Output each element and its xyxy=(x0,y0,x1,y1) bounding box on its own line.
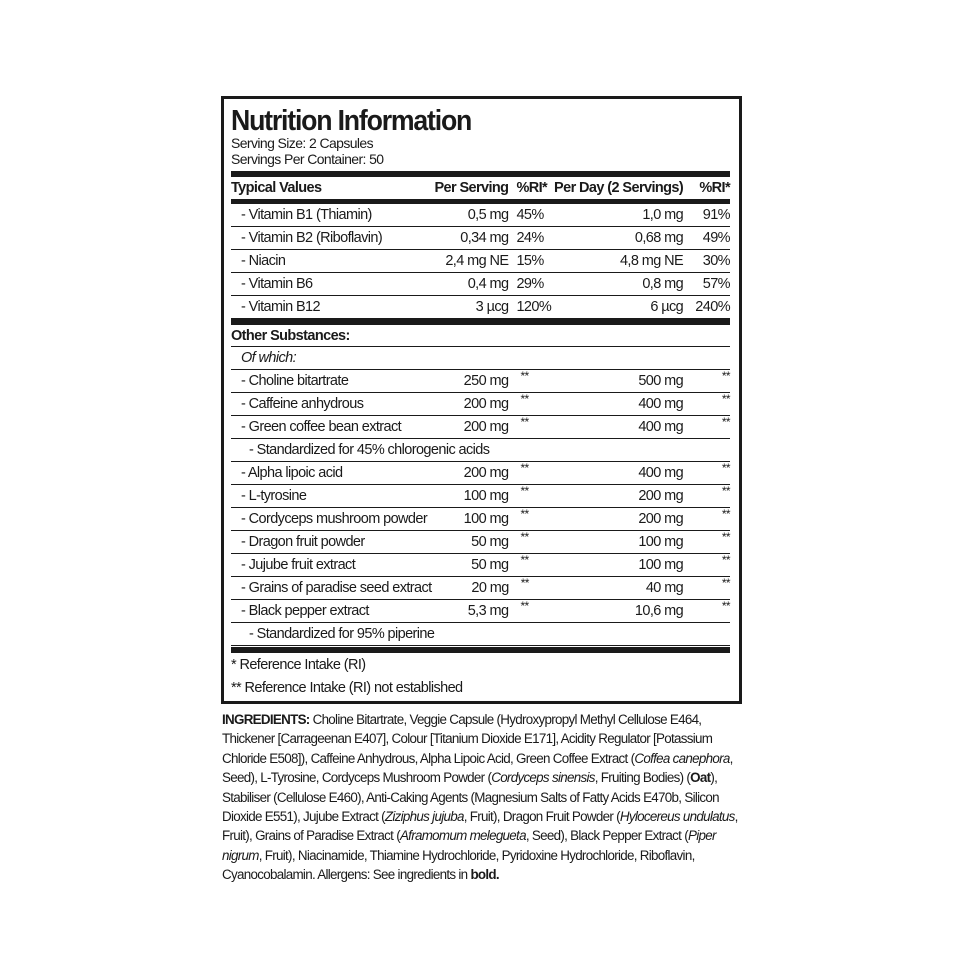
header-per-day: Per Day (2 Servings) xyxy=(554,180,684,196)
cell-name: - Choline bitartrate xyxy=(241,373,349,389)
other-substances-heading: Other Substances: xyxy=(231,325,730,347)
cell-name: - Cordyceps mushroom powder xyxy=(241,511,428,527)
table-row xyxy=(231,393,730,416)
ingredients-text xyxy=(222,710,752,885)
cell-ri2: 240% xyxy=(695,299,730,315)
table-row xyxy=(231,416,730,439)
cell-per-serving: 3 µcg xyxy=(475,299,509,315)
cell-ri: 29% xyxy=(516,276,544,292)
cell-ri: ** xyxy=(520,484,529,498)
ingredients-segment: bold. xyxy=(470,867,499,883)
cell-per-day: 0,8 mg xyxy=(642,276,684,292)
cell-name: - Standardized for 45% chlorogenic acids xyxy=(249,442,490,458)
cell-per-serving: 0,5 mg xyxy=(467,207,509,223)
ingredients-segment: Oat xyxy=(690,770,711,786)
cell-name: - Vitamin B12 xyxy=(241,299,320,315)
cell-per-day: 0,68 mg xyxy=(634,230,684,246)
cell-name: - Caffeine anhydrous xyxy=(241,396,364,412)
cell-name: - Grains of paradise seed extract xyxy=(241,580,432,596)
table-row xyxy=(231,554,730,577)
footnote: ** Reference Intake (RI) not established xyxy=(231,680,463,696)
cell-ri: 15% xyxy=(516,253,544,269)
cell-per-day: 100 mg xyxy=(638,534,684,550)
ingredients-segment: Hylocereus undulatus xyxy=(619,809,735,825)
cell-ri2: ** xyxy=(721,369,730,383)
ingredients-segment: , Fruiting Bodies) ( xyxy=(594,770,691,786)
cell-ri: ** xyxy=(520,415,529,429)
ingredients-segment: Coffea canephora xyxy=(634,750,730,766)
cell-per-serving: 250 mg xyxy=(463,373,509,389)
cell-ri2: ** xyxy=(721,599,730,613)
ingredients-segment: , Fruit), Dragon Fruit Powder ( xyxy=(463,809,620,825)
footnote: * Reference Intake (RI) xyxy=(231,657,366,673)
ingredients-segment: Aframomum melegueta xyxy=(399,828,526,844)
cell-per-serving: 200 mg xyxy=(463,396,509,412)
cell-per-serving: 2,4 mg NE xyxy=(445,253,509,269)
cell-per-serving: 20 mg xyxy=(471,580,509,596)
table-row xyxy=(231,485,730,508)
cell-name: - Dragon fruit powder xyxy=(241,534,365,550)
cell-per-day: 10,6 mg xyxy=(634,603,684,619)
vitamins-table xyxy=(231,204,730,319)
cell-ri2: ** xyxy=(721,530,730,544)
cell-name: - Jujube fruit extract xyxy=(241,557,356,573)
ingredients-segment: , Fruit), Niacinamide, Thiamine Hydrochloride, Pyridoxine Hydrochloride, Riboflavin, Cyanocobalamin. Allergens: See ingredients in xyxy=(222,847,695,883)
cell-name: - Alpha lipoic acid xyxy=(241,465,343,481)
table-row xyxy=(231,296,730,319)
header-ri-day: %RI* xyxy=(699,180,730,196)
table-header xyxy=(231,177,730,199)
table-row xyxy=(231,462,730,485)
cell-per-serving: 0,34 mg xyxy=(460,230,509,246)
cell-ri2: ** xyxy=(721,484,730,498)
other-substances-table xyxy=(231,370,730,646)
cell-name: - L-tyrosine xyxy=(241,488,307,504)
cell-per-serving: 100 mg xyxy=(463,488,509,504)
ingredients-segment: INGREDIENTS: xyxy=(222,712,313,727)
serving-size: Serving Size: 2 Capsules xyxy=(231,135,374,151)
cell-ri2: 49% xyxy=(702,230,730,246)
cell-per-day: 400 mg xyxy=(638,419,684,435)
cell-per-serving: 5,3 mg xyxy=(467,603,509,619)
cell-ri: 120% xyxy=(516,299,552,315)
table-row xyxy=(231,370,730,393)
cell-ri2: ** xyxy=(721,392,730,406)
cell-name: - Standardized for 95% piperine xyxy=(249,626,435,642)
ingredients-segment: Cordyceps sinensis xyxy=(491,770,595,786)
table-row xyxy=(231,508,730,531)
cell-per-serving: 50 mg xyxy=(471,557,509,573)
table-row xyxy=(231,273,730,296)
cell-ri2: 30% xyxy=(702,253,730,269)
cell-ri: ** xyxy=(520,392,529,406)
table-row xyxy=(231,439,730,462)
header-per-serving: Per Serving xyxy=(434,180,509,196)
cell-per-serving: 100 mg xyxy=(463,511,509,527)
cell-per-day: 6 µcg xyxy=(650,299,684,315)
of-which-label: Of which: xyxy=(241,350,297,366)
cell-per-day: 400 mg xyxy=(638,396,684,412)
of-which-row xyxy=(231,347,730,370)
cell-ri2: ** xyxy=(721,507,730,521)
cell-ri: ** xyxy=(520,507,529,521)
cell-per-day: 1,0 mg xyxy=(642,207,684,223)
cell-name: - Green coffee bean extract xyxy=(241,419,402,435)
cell-ri2: 57% xyxy=(702,276,730,292)
cell-ri2: ** xyxy=(721,461,730,475)
cell-ri2: ** xyxy=(721,576,730,590)
cell-name: - Vitamin B1 (Thiamin) xyxy=(241,207,372,223)
cell-ri: ** xyxy=(520,576,529,590)
cell-ri: ** xyxy=(520,553,529,567)
cell-per-serving: 200 mg xyxy=(463,419,509,435)
cell-ri: ** xyxy=(520,530,529,544)
cell-per-day: 200 mg xyxy=(638,488,684,504)
header-name: Typical Values xyxy=(231,180,322,196)
cell-name: - Vitamin B6 xyxy=(241,276,313,292)
ingredients-segment: Piper nigrum xyxy=(222,828,716,863)
cell-per-day: 40 mg xyxy=(645,580,684,596)
cell-per-serving: 0,4 mg xyxy=(467,276,509,292)
table-row xyxy=(231,577,730,600)
table-row xyxy=(231,227,730,250)
ingredients-segment: , Seed), L-Tyrosine, Cordyceps Mushroom Powder ( xyxy=(222,750,733,786)
cell-per-serving: 50 mg xyxy=(471,534,509,550)
cell-ri: 24% xyxy=(516,230,544,246)
ingredients-segment: Ziziphus jujuba xyxy=(384,809,464,825)
panel-title: Nutrition Information xyxy=(231,105,472,137)
table-row xyxy=(231,531,730,554)
cell-ri: 45% xyxy=(516,207,544,223)
cell-ri2: ** xyxy=(721,415,730,429)
cell-ri: ** xyxy=(520,369,529,383)
servings-per-container: Servings Per Container: 50 xyxy=(231,151,384,167)
cell-ri: ** xyxy=(520,461,529,475)
nutrition-panel xyxy=(221,96,742,704)
cell-ri2: ** xyxy=(721,553,730,567)
cell-per-day: 500 mg xyxy=(638,373,684,389)
cell-ri: ** xyxy=(520,599,529,613)
cell-per-day: 4,8 mg NE xyxy=(619,253,684,269)
table-row xyxy=(231,204,730,227)
table-row xyxy=(231,600,730,623)
ingredients-segment: , Fruit), Grains of Paradise Extract ( xyxy=(222,809,738,844)
cell-name: - Vitamin B2 (Riboflavin) xyxy=(241,230,383,246)
ingredients-segment: Choline Bitartrate, Veggie Capsule (Hydroxypropyl Methyl Cellulose E464, Thickener [Carrageenan E407], Colour [Titanium Dioxide E171], Acidity Regulator [Potassium Chloride E508]), Caffeine Anhydrous, Alpha Lipoic Acid, Green Coffee Extract ( xyxy=(222,712,713,766)
table-row xyxy=(231,623,730,646)
cell-name: - Niacin xyxy=(241,253,286,269)
header-ri: %RI* xyxy=(516,180,548,196)
cell-name: - Black pepper extract xyxy=(241,603,369,619)
table-row xyxy=(231,250,730,273)
cell-per-day: 400 mg xyxy=(638,465,684,481)
ingredients-segment: ), Stabiliser (Cellulose E460), Anti-Caking Agents (Magnesium Salts of Fatty Acids E470b, Silicon Dioxide E551), Jujube Extract ( xyxy=(222,770,719,825)
cell-per-day: 100 mg xyxy=(638,557,684,573)
cell-per-day: 200 mg xyxy=(638,511,684,527)
cell-ri2: 91% xyxy=(702,207,730,223)
ingredients-segment: , Seed), Black Pepper Extract ( xyxy=(525,828,688,844)
cell-per-serving: 200 mg xyxy=(463,465,509,481)
